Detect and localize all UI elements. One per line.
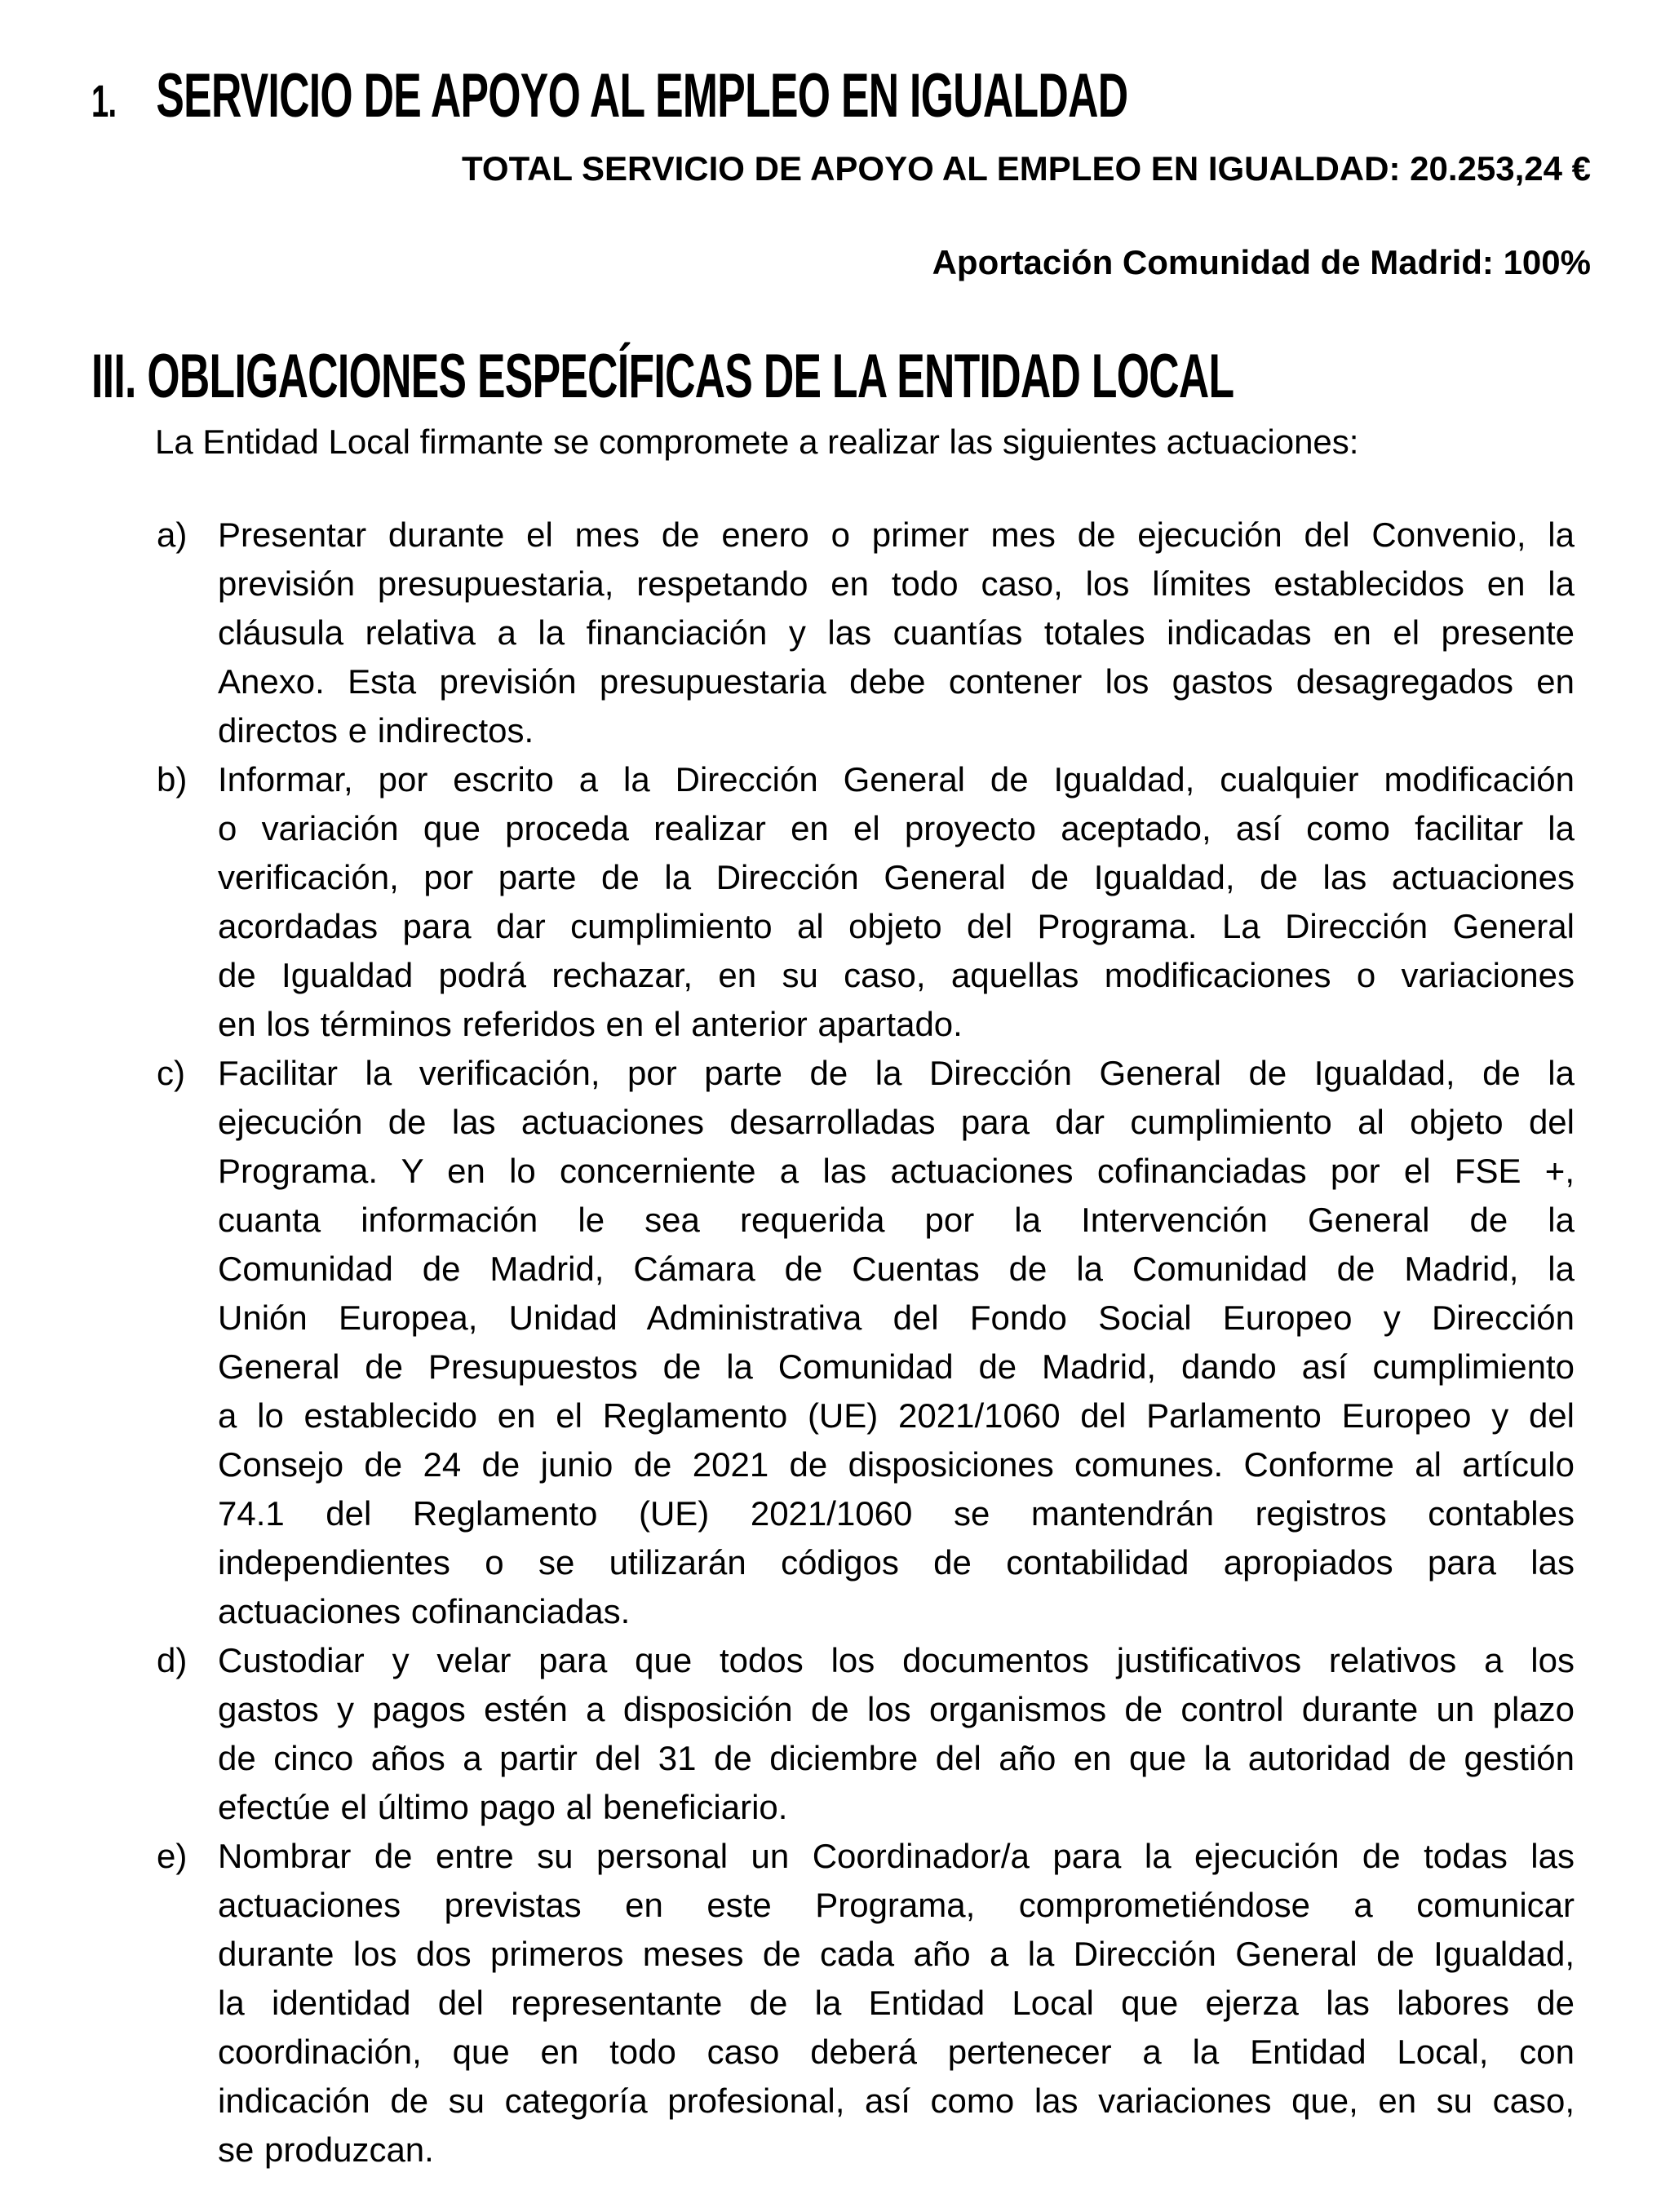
list-item-line: independientes o se utilizarán códigos de contabilidad apropiados para las bbox=[218, 1543, 1575, 1582]
list-item-marker: e) bbox=[157, 1837, 188, 1875]
list-item-line: directos e indirectos. bbox=[218, 711, 534, 750]
list-item-line: Facilitar la verificación, por parte de la Dirección General de Igualdad, de la bbox=[218, 1054, 1575, 1092]
list-item-line: a lo establecido en el Reglamento (UE) 2021/1060 del Parlamento Europeo y del bbox=[218, 1396, 1575, 1435]
list-item-line: acordadas para dar cumplimiento al objeto del Programa. La Dirección General bbox=[218, 907, 1575, 945]
list-item bbox=[157, 1636, 1575, 1832]
list-item-line: Custodiar y velar para que todos los documentos justificativos relativos a los bbox=[218, 1641, 1575, 1679]
contribution-line: Aportación Comunidad de Madrid: 100% bbox=[932, 243, 1591, 281]
list-item-line: durante los dos primeros meses de cada año a la Dirección General de Igualdad, bbox=[218, 1935, 1575, 1973]
total-amount-line: TOTAL SERVICIO DE APOYO AL EMPLEO EN IGUALDAD: 20.253,24 € bbox=[462, 149, 1591, 188]
list-item-line: gastos y pagos estén a disposición de los organismos de control durante un plazo bbox=[218, 1690, 1575, 1728]
list-item-line: la identidad del representante de la Entidad Local que ejerza las labores de bbox=[218, 1984, 1575, 2022]
list-item-line: verificación, por parte de la Dirección General de Igualdad, de las actuaciones bbox=[218, 858, 1575, 896]
list-item-line: se produzcan. bbox=[218, 2130, 434, 2169]
list-item-line: General de Presupuestos de la Comunidad de Madrid, dando así cumplimiento bbox=[218, 1347, 1575, 1386]
list-item-line: actuaciones cofinanciadas. bbox=[218, 1592, 631, 1630]
list-item-marker: c) bbox=[157, 1054, 185, 1092]
title-text: SERVICIO DE APOYO AL EMPLEO EN IGUALDAD bbox=[156, 61, 1128, 131]
intro-paragraph: La Entidad Local firmante se compromete a realizar las siguientes actuaciones: bbox=[155, 422, 1359, 461]
list-item-line: ejecución de las actuaciones desarrolladas para dar cumplimiento al objeto del bbox=[218, 1103, 1575, 1141]
list-item-line: cláusula relativa a la financiación y las cuantías totales indicadas en el presente bbox=[218, 613, 1575, 652]
document-title bbox=[91, 60, 1127, 131]
list-item-line: de Igualdad podrá rechazar, en su caso, aquellas modificaciones o variaciones bbox=[218, 956, 1575, 994]
list-item bbox=[157, 1832, 1575, 2174]
list-item-line: Comunidad de Madrid, Cámara de Cuentas de la Comunidad de Madrid, la bbox=[218, 1250, 1575, 1288]
list-item-marker: b) bbox=[157, 760, 188, 799]
list-item-line: Informar, por escrito a la Dirección General de Igualdad, cualquier modificación bbox=[218, 760, 1575, 799]
list-item-line: Programa. Y en lo concerniente a las actuaciones cofinanciadas por el FSE +, bbox=[218, 1152, 1575, 1190]
list-item-line: Consejo de 24 de junio de 2021 de disposiciones comunes. Conforme al artículo bbox=[218, 1445, 1575, 1484]
list-item bbox=[157, 511, 1575, 755]
list-item-line: indicación de su categoría profesional, así como las variaciones que, en su caso, bbox=[218, 2081, 1575, 2120]
list-item-line: en los términos referidos en el anterior apartado. bbox=[218, 1005, 963, 1043]
list-item-line: Presentar durante el mes de enero o primer mes de ejecución del Convenio, la bbox=[218, 515, 1575, 554]
title-number: 1. bbox=[91, 75, 117, 126]
list-item-line: Nombrar de entre su personal un Coordinador/a para la ejecución de todas las bbox=[218, 1837, 1575, 1875]
list-item-line: actuaciones previstas en este Programa, comprometiéndose a comunicar bbox=[218, 1886, 1575, 1924]
list-item-line: efectúe el último pago al beneficiario. bbox=[218, 1788, 788, 1826]
list-item-line: Unión Europea, Unidad Administrativa del Fondo Social Europeo y Dirección bbox=[218, 1298, 1575, 1337]
list-item-marker: d) bbox=[157, 1641, 188, 1679]
list-item-line: o variación que proceda realizar en el proyecto aceptado, así como facilitar la bbox=[218, 809, 1575, 847]
section-heading: III. OBLIGACIONES ESPECÍFICAS DE LA ENTIDAD LOCAL bbox=[91, 342, 1234, 411]
list-item bbox=[157, 755, 1575, 1049]
list-item-marker: a) bbox=[157, 515, 188, 554]
list-item-line: coordinación, que en todo caso deberá pertenecer a la Entidad Local, con bbox=[218, 2033, 1575, 2071]
list-item-line: Anexo. Esta previsión presupuestaria debe contener los gastos desagregados en bbox=[218, 662, 1575, 701]
list-item-line: 74.1 del Reglamento (UE) 2021/1060 se mantendrán registros contables bbox=[218, 1494, 1575, 1533]
list-item-line: previsión presupuestaria, respetando en todo caso, los límites establecidos en la bbox=[218, 564, 1575, 603]
list-item-line: de cinco años a partir del 31 de diciembre del año en que la autoridad de gestión bbox=[218, 1739, 1575, 1777]
obligations-list bbox=[157, 511, 1575, 2174]
list-item-line: cuanta información le sea requerida por la Intervención General de la bbox=[218, 1201, 1575, 1239]
list-item bbox=[157, 1049, 1575, 1636]
